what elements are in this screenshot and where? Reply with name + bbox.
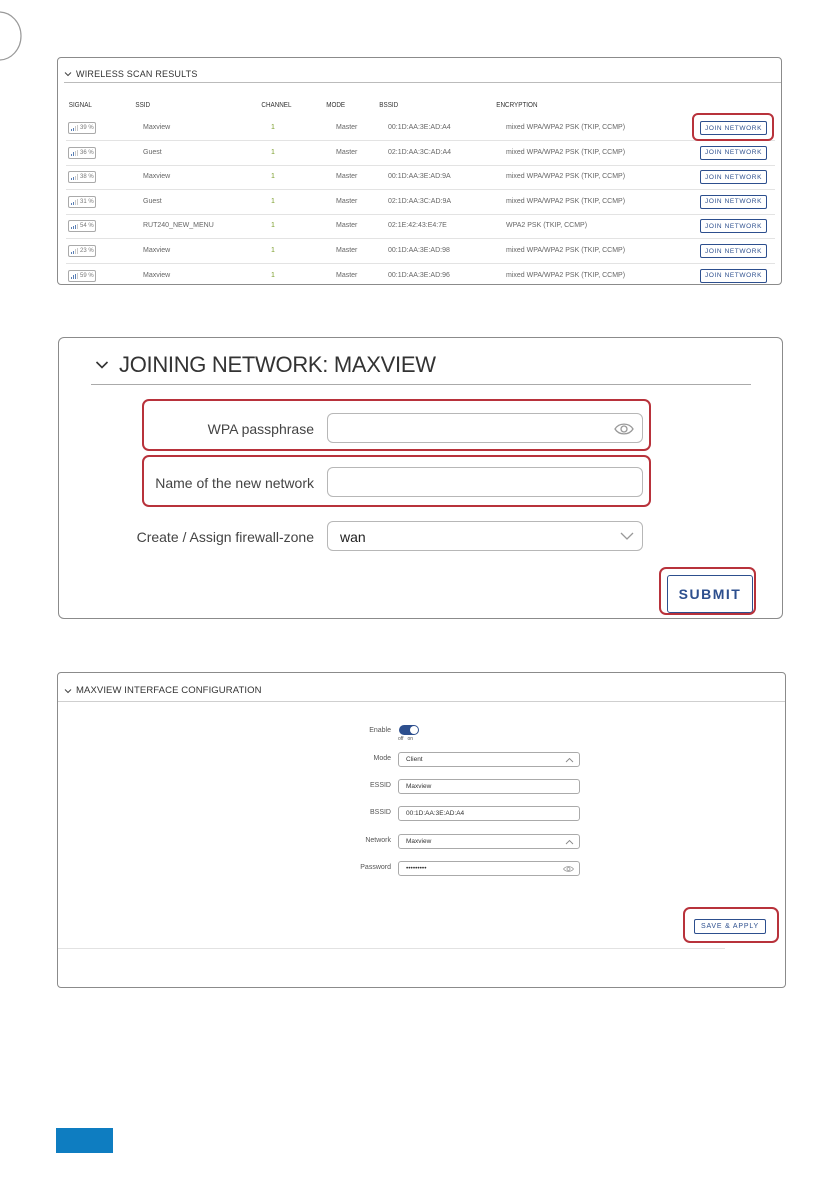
channel-cell: 1 — [271, 247, 275, 254]
signal-value: 38 % — [80, 174, 94, 181]
save-apply-button[interactable]: SAVE & APPLY — [694, 919, 766, 934]
scan-results-panel — [57, 57, 782, 285]
bssid-cell: 00:1D:AA:3E:AD:98 — [388, 247, 450, 254]
highlight-network-name — [142, 455, 651, 507]
join-network-button[interactable]: JOIN NETWORK — [700, 219, 767, 233]
mode-value: Client — [406, 756, 423, 763]
ssid-cell: Maxview — [143, 124, 171, 131]
bssid-label: BSSID — [369, 809, 391, 816]
firewall-zone-select[interactable] — [327, 521, 643, 551]
network-name-label: Name of the new network — [155, 475, 314, 491]
network-select[interactable] — [398, 834, 580, 849]
join-network-button[interactable]: JOIN NETWORK — [700, 269, 767, 283]
table-row — [66, 141, 775, 166]
table-row — [66, 190, 775, 215]
chevron-up-icon — [565, 839, 574, 845]
bssid-cell: 00:1D:AA:3E:AD:A4 — [388, 124, 451, 131]
page-number-tab — [56, 1128, 113, 1153]
interface-config-panel — [57, 672, 786, 988]
join-network-header[interactable] — [95, 352, 436, 378]
signal-bars-icon — [71, 125, 78, 131]
password-input[interactable] — [398, 861, 580, 876]
column-header: CHANNEL — [261, 102, 292, 109]
interface-config-title: MAXVIEW INTERFACE CONFIGURATION — [76, 685, 262, 696]
chevron-down-icon — [95, 360, 109, 370]
bssid-cell: 02:1D:AA:3C:AD:9A — [388, 197, 452, 205]
essid-label: ESSID — [369, 782, 391, 789]
signal-bars-icon — [71, 199, 78, 205]
passphrase-label: WPA passphrase — [207, 421, 314, 437]
bssid-input[interactable] — [398, 806, 580, 821]
highlight-submit — [659, 567, 756, 615]
encryption-cell: mixed WPA/WPA2 PSK (TKIP, CCMP) — [506, 148, 626, 156]
join-network-button[interactable]: JOIN NETWORK — [700, 244, 767, 258]
encryption-cell: mixed WPA/WPA2 PSK (TKIP, CCMP) — [506, 173, 626, 181]
join-network-button[interactable]: JOIN NETWORK — [700, 121, 767, 135]
essid-value: Maxview — [406, 783, 432, 790]
network-label: Network — [365, 837, 391, 844]
column-header: ENCRYPTION — [496, 102, 538, 109]
signal-indicator — [68, 171, 96, 183]
essid-input[interactable] — [398, 779, 580, 794]
signal-bars-icon — [71, 150, 78, 156]
chevron-up-icon — [565, 757, 574, 763]
mode-cell: Master — [336, 173, 358, 181]
toggle-off-label: off — [398, 736, 404, 742]
ssid-cell: Maxview — [143, 173, 171, 181]
join-network-button[interactable]: JOIN NETWORK — [700, 146, 767, 160]
column-header: SIGNAL — [68, 102, 92, 109]
divider — [58, 948, 725, 949]
toggle-on-label: on — [407, 736, 414, 742]
mode-cell: Master — [336, 222, 358, 230]
column-header: MODE — [326, 102, 346, 109]
column-header: SSID — [135, 102, 151, 109]
table-header — [58, 102, 709, 114]
ssid-cell: Maxview — [143, 247, 171, 254]
ssid-cell: Guest — [143, 148, 162, 156]
password-label: Password — [360, 864, 391, 871]
bssid-cell: 00:1D:AA:3E:AD:9A — [388, 173, 451, 181]
enable-label: Enable — [369, 727, 391, 734]
signal-indicator — [68, 270, 96, 282]
network-value: Maxview — [406, 838, 432, 845]
table-row — [66, 214, 775, 239]
mode-cell: Master — [336, 124, 358, 131]
mode-cell: Master — [336, 197, 358, 205]
channel-cell: 1 — [271, 222, 275, 230]
highlight-save-apply — [683, 907, 779, 943]
signal-bars-icon — [71, 273, 78, 279]
encryption-cell: mixed WPA/WPA2 PSK (TKIP, CCMP) — [506, 124, 626, 131]
bssid-value: 00:1D:AA:3E:AD:A4 — [406, 810, 465, 817]
encryption-cell: WPA2 PSK (TKIP, CCMP) — [506, 222, 588, 230]
encryption-cell: mixed WPA/WPA2 PSK (TKIP, CCMP) — [506, 271, 626, 279]
divider — [91, 384, 751, 385]
chevron-down-icon — [64, 687, 72, 695]
chevron-down-icon — [620, 531, 634, 541]
channel-cell: 1 — [271, 173, 275, 181]
ssid-cell: Maxview — [143, 271, 171, 279]
interface-config-header[interactable] — [64, 685, 262, 696]
submit-button[interactable]: SUBMIT — [667, 575, 753, 613]
signal-bars-icon — [71, 248, 78, 254]
join-network-button[interactable]: JOIN NETWORK — [700, 170, 767, 184]
signal-value: 31 % — [80, 198, 94, 205]
column-header: BSSID — [379, 102, 399, 109]
signal-indicator — [68, 245, 96, 257]
divider — [58, 701, 785, 702]
channel-cell: 1 — [271, 148, 275, 156]
channel-cell: 1 — [271, 124, 275, 131]
signal-value: 59 % — [80, 272, 94, 279]
ssid-cell: Guest — [143, 197, 162, 205]
signal-value: 39 % — [80, 125, 94, 131]
channel-cell: 1 — [271, 271, 275, 279]
mode-cell: Master — [336, 247, 358, 254]
mode-cell: Master — [336, 271, 358, 279]
mode-select[interactable] — [398, 752, 580, 767]
encryption-cell: mixed WPA/WPA2 PSK (TKIP, CCMP) — [506, 197, 626, 205]
divider — [64, 82, 781, 83]
scan-results-title: WIRELESS SCAN RESULTS — [76, 69, 198, 79]
signal-bars-icon — [71, 223, 78, 229]
signal-value: 54 % — [80, 223, 94, 230]
toggle-labels — [398, 736, 417, 742]
join-network-title: JOINING NETWORK: MAXVIEW — [119, 352, 436, 377]
signal-indicator — [68, 220, 96, 232]
scan-results-header[interactable] — [64, 69, 198, 79]
signal-indicator — [68, 196, 96, 208]
table-row — [66, 116, 775, 141]
chevron-down-icon — [64, 70, 72, 78]
highlight-passphrase — [142, 399, 651, 451]
password-value: ••••••••• — [406, 865, 427, 872]
eye-icon[interactable] — [563, 865, 574, 873]
highlight-join-network — [692, 113, 774, 141]
table-row — [66, 264, 775, 285]
signal-indicator — [68, 147, 96, 159]
bssid-cell: 00:1D:AA:3E:AD:96 — [388, 271, 450, 279]
mode-label: Mode — [373, 755, 391, 762]
enable-toggle[interactable] — [399, 725, 419, 735]
firewall-zone-value: wan — [340, 529, 366, 545]
signal-indicator — [68, 122, 96, 134]
table-row — [66, 165, 775, 190]
bssid-cell: 02:1D:AA:3C:AD:A4 — [388, 148, 452, 156]
toggle-knob — [410, 726, 418, 734]
mode-cell: Master — [336, 148, 358, 156]
join-network-button[interactable]: JOIN NETWORK — [700, 195, 767, 209]
firewall-zone-label: Create / Assign firewall-zone — [136, 529, 314, 545]
encryption-cell: mixed WPA/WPA2 PSK (TKIP, CCMP) — [506, 247, 626, 254]
page-edge-arc — [0, 10, 23, 62]
table-row — [66, 239, 775, 264]
signal-bars-icon — [71, 174, 78, 180]
bssid-cell: 02:1E:42:43:E4:7E — [388, 222, 447, 230]
signal-value: 23 % — [80, 248, 94, 254]
ssid-cell: RUT240_NEW_MENU — [143, 222, 214, 230]
signal-value: 36 % — [80, 149, 94, 156]
channel-cell: 1 — [271, 197, 275, 205]
